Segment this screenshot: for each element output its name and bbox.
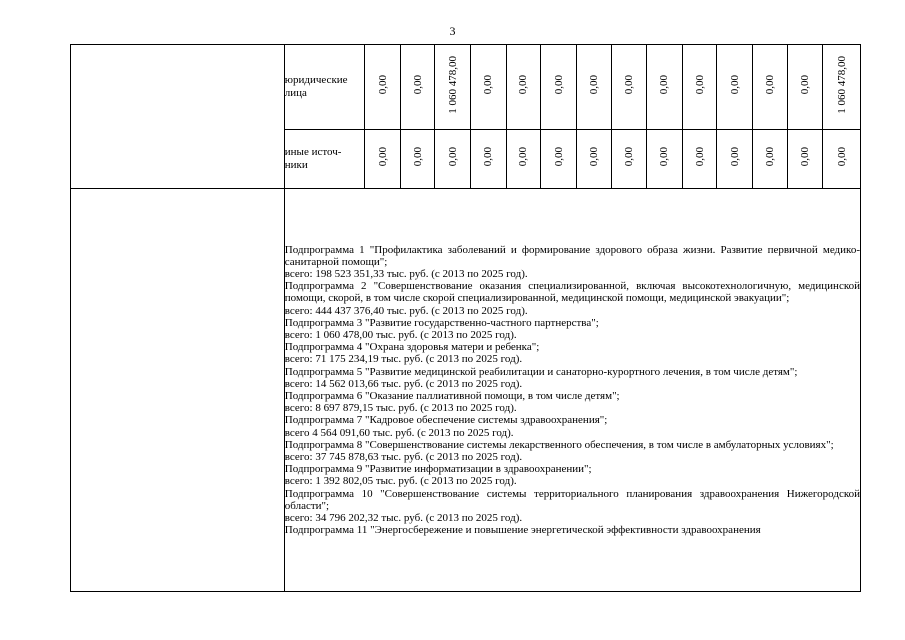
subprogram-line: Подпрограмма 5 "Развитие медицинской реабилитации и санаторно-курортного лечения, в том числе детям"; <box>284 365 798 378</box>
subprogram-line: Подпрограмма 7 "Кадровое обеспечение системы здравоохранения"; <box>284 414 608 427</box>
subprogram-line: всего: 37 745 878,63 тыс. руб. (с 2013 по 2025 год). <box>284 451 523 464</box>
subprogram-line: всего: 198 523 351,33 тыс. руб. (с 2013 по 2025 год). <box>284 267 528 280</box>
value-text: 0,00 <box>552 74 565 95</box>
value-cell <box>647 45 683 130</box>
subprogram-line: Подпрограмма 11 "Энергосбережение и повышение энергетической эффективности здравоохранения <box>284 524 761 537</box>
subprogram-line: всего: 444 437 376,40 тыс. руб. (с 2013 по 2025 год). <box>284 304 528 317</box>
subprogram-line: всего: 71 175 234,19 тыс. руб. (с 2013 по 2025 год). <box>284 353 523 366</box>
value-text: 0,00 <box>587 146 600 167</box>
funding-row-label: юридические лица <box>284 45 364 130</box>
funding-row-label: иные источ-ники <box>284 130 364 189</box>
value-text: 0,00 <box>693 74 706 95</box>
value-cell <box>682 45 717 130</box>
value-text: 0,00 <box>798 74 811 95</box>
value-text: 0,00 <box>658 146 671 167</box>
value-text: 0,00 <box>763 74 776 95</box>
value-cell <box>611 45 647 130</box>
subprograms-cell <box>284 189 860 592</box>
value-text: 1 060 478,00 <box>835 55 848 114</box>
blank-left-cell <box>71 45 285 189</box>
value-text: 0,00 <box>482 146 495 167</box>
value-cell <box>400 130 435 189</box>
value-cell <box>365 45 401 130</box>
subprogram-line: всего: 8 697 879,15 тыс. руб. (с 2013 по 2025 год). <box>284 402 517 415</box>
subprogram-line: всего: 14 562 013,66 тыс. руб. (с 2013 по 2025 год). <box>284 377 523 390</box>
value-cell <box>576 45 611 130</box>
subprograms-row <box>71 189 861 592</box>
value-cell <box>682 130 717 189</box>
value-text: 0,00 <box>763 146 776 167</box>
value-text: 0,00 <box>411 74 424 95</box>
value-cell <box>541 130 577 189</box>
value-cell <box>471 45 507 130</box>
page-number: 3 <box>449 24 456 38</box>
value-cell <box>823 45 861 130</box>
value-cell <box>647 130 683 189</box>
value-text: 0,00 <box>446 146 459 167</box>
subprogram-line: Подпрограмма 9 "Развитие информатизации в здравоохранении"; <box>284 463 592 476</box>
value-cell <box>506 45 541 130</box>
subprogram-line: Подпрограмма 4 "Охрана здоровья матери и ребенка"; <box>284 341 540 354</box>
subprogram-line: Подпрограмма 2 "Совершенствование оказания специализированной, включая высокотехнологичную, медицинской помощи, скорой, в том числе скорой специализированной, медицинской помощи, медицинской эвакуации"; <box>284 280 860 305</box>
subprogram-line: Подпрограмма 10 "Совершенствование системы территориального планирования здравоохранения Нижегородской области"; <box>284 487 860 512</box>
subprogram-line: Подпрограмма 1 "Профилактика заболеваний и формирование здорового образа жизни. Развитие первичной медико-санитарной помощи"; <box>284 243 860 268</box>
value-cell <box>717 45 753 130</box>
value-cell <box>787 45 823 130</box>
subprogram-line: всего 4 564 091,60 тыс. руб. (с 2013 по 2025 год). <box>284 426 514 439</box>
value-text: 0,00 <box>693 146 706 167</box>
value-text: 0,00 <box>482 74 495 95</box>
subprogram-line: Подпрограмма 3 "Развитие государственно-частного партнерства"; <box>284 316 599 329</box>
value-text: 0,00 <box>658 74 671 95</box>
value-cell <box>541 45 577 130</box>
value-text: 1 060 478,00 <box>446 55 459 114</box>
value-text: 0,00 <box>835 146 848 167</box>
funding-row-legal-entities <box>71 45 861 130</box>
blank-left-cell <box>71 189 285 592</box>
value-cell <box>365 130 401 189</box>
value-cell <box>506 130 541 189</box>
value-cell <box>611 130 647 189</box>
value-cell <box>435 130 471 189</box>
value-text: 0,00 <box>798 146 811 167</box>
value-text: 0,00 <box>552 146 565 167</box>
value-cell <box>576 130 611 189</box>
value-text: 0,00 <box>411 146 424 167</box>
value-text: 0,00 <box>728 74 741 95</box>
subprogram-line: всего: 1 060 478,00 тыс. руб. (с 2013 по 2025 год). <box>284 328 517 341</box>
value-cell <box>471 130 507 189</box>
value-cell <box>717 130 753 189</box>
subprogram-line: Подпрограмма 6 "Оказание паллиативной помощи, в том числе детям"; <box>284 390 620 402</box>
subprogram-line: всего: 34 796 202,32 тыс. руб. (с 2013 по 2025 год). <box>284 512 523 525</box>
value-text: 0,00 <box>622 146 635 167</box>
value-text: 0,00 <box>587 74 600 95</box>
value-cell <box>435 45 471 130</box>
value-text: 0,00 <box>376 74 389 95</box>
value-text: 0,00 <box>728 146 741 167</box>
subprogram-line: Подпрограмма 8 "Совершенствование системы лекарственного обеспечения, в том числе в амбулаторных условиях"; <box>284 438 834 451</box>
value-cell <box>823 130 861 189</box>
value-cell <box>787 130 823 189</box>
value-cell <box>753 45 788 130</box>
value-text: 0,00 <box>517 146 530 167</box>
value-cell <box>753 130 788 189</box>
value-cell <box>400 45 435 130</box>
subprogram-line: всего: 1 392 802,05 тыс. руб. (с 2013 по 2025 год). <box>284 475 517 488</box>
value-text: 0,00 <box>622 74 635 95</box>
value-text: 0,00 <box>517 74 530 95</box>
value-text: 0,00 <box>376 146 389 167</box>
funding-table <box>70 44 861 592</box>
